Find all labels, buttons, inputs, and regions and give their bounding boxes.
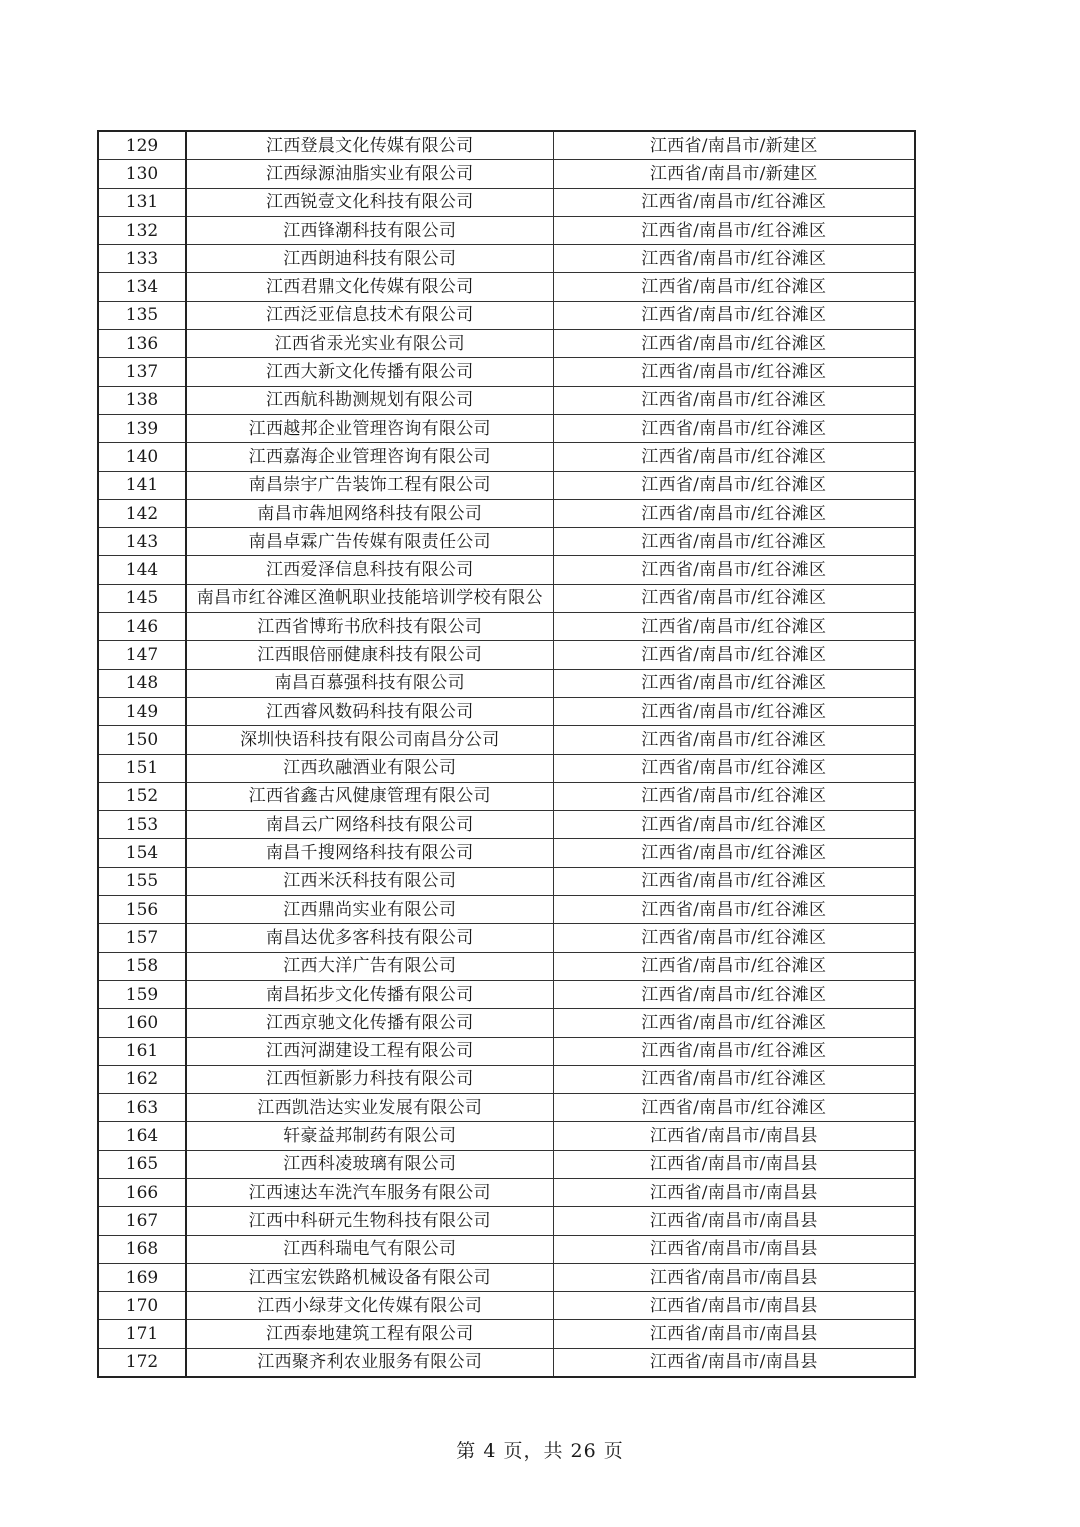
row-number-cell: 148 <box>98 669 186 697</box>
row-number-cell: 131 <box>98 188 186 216</box>
company-name-cell: 江西绿源油脂实业有限公司 <box>186 160 553 188</box>
row-number-cell: 169 <box>98 1263 186 1291</box>
company-table <box>97 130 916 1378</box>
table-row <box>98 811 915 839</box>
table-row <box>98 1094 915 1122</box>
row-number-cell: 153 <box>98 811 186 839</box>
company-name-cell: 江西航科勘测规划有限公司 <box>186 386 553 414</box>
company-name-cell: 江西睿风数码科技有限公司 <box>186 697 553 725</box>
table-row <box>98 782 915 810</box>
row-number-cell: 159 <box>98 980 186 1008</box>
table-row <box>98 556 915 584</box>
company-name-cell: 南昌达优多客科技有限公司 <box>186 924 553 952</box>
company-name-cell: 江西恒新影力科技有限公司 <box>186 1065 553 1093</box>
row-number-cell: 146 <box>98 613 186 641</box>
row-number-cell: 150 <box>98 726 186 754</box>
region-cell: 江西省/南昌市/红谷滩区 <box>553 1037 915 1065</box>
table-row <box>98 1292 915 1320</box>
row-number-cell: 129 <box>98 131 186 160</box>
row-number-cell: 161 <box>98 1037 186 1065</box>
row-number-cell: 136 <box>98 330 186 358</box>
region-cell: 江西省/南昌市/红谷滩区 <box>553 188 915 216</box>
row-number-cell: 140 <box>98 443 186 471</box>
region-cell: 江西省/南昌市/南昌县 <box>553 1320 915 1348</box>
row-number-cell: 162 <box>98 1065 186 1093</box>
table-row <box>98 924 915 952</box>
company-name-cell: 江西京驰文化传播有限公司 <box>186 1009 553 1037</box>
row-number-cell: 135 <box>98 301 186 329</box>
region-cell: 江西省/南昌市/红谷滩区 <box>553 952 915 980</box>
company-name-cell: 江西省汞光实业有限公司 <box>186 330 553 358</box>
company-name-cell: 深圳快语科技有限公司南昌分公司 <box>186 726 553 754</box>
row-number-cell: 167 <box>98 1207 186 1235</box>
company-name-cell: 南昌百慕强科技有限公司 <box>186 669 553 697</box>
company-name-cell: 江西大洋广告有限公司 <box>186 952 553 980</box>
row-number-cell: 147 <box>98 641 186 669</box>
table-row <box>98 669 915 697</box>
table-row <box>98 1348 915 1377</box>
table-row <box>98 1065 915 1093</box>
table-row <box>98 1122 915 1150</box>
table-row <box>98 160 915 188</box>
table-row <box>98 216 915 244</box>
row-number-cell: 137 <box>98 358 186 386</box>
table-row <box>98 301 915 329</box>
table-row <box>98 867 915 895</box>
company-table-body <box>98 131 915 1377</box>
company-name-cell: 江西君鼎文化传媒有限公司 <box>186 273 553 301</box>
region-cell: 江西省/南昌市/红谷滩区 <box>553 726 915 754</box>
company-name-cell: 江西玖融酒业有限公司 <box>186 754 553 782</box>
region-cell: 江西省/南昌市/红谷滩区 <box>553 358 915 386</box>
company-name-cell: 江西宝宏铁路机械设备有限公司 <box>186 1263 553 1291</box>
region-cell: 江西省/南昌市/红谷滩区 <box>553 301 915 329</box>
company-name-cell: 江西小绿芽文化传媒有限公司 <box>186 1292 553 1320</box>
region-cell: 江西省/南昌市/红谷滩区 <box>553 471 915 499</box>
company-name-cell: 南昌市红谷滩区渔帆职业技能培训学校有限公 <box>186 584 553 612</box>
company-name-cell: 江西科凌玻璃有限公司 <box>186 1150 553 1178</box>
row-number-cell: 144 <box>98 556 186 584</box>
region-cell: 江西省/南昌市/红谷滩区 <box>553 1065 915 1093</box>
table-row <box>98 330 915 358</box>
row-number-cell: 134 <box>98 273 186 301</box>
region-cell: 江西省/南昌市/红谷滩区 <box>553 613 915 641</box>
row-number-cell: 155 <box>98 867 186 895</box>
company-name-cell: 南昌千搜网络科技有限公司 <box>186 839 553 867</box>
company-name-cell: 江西凯浩达实业发展有限公司 <box>186 1094 553 1122</box>
region-cell: 江西省/南昌市/红谷滩区 <box>553 839 915 867</box>
region-cell: 江西省/南昌市/红谷滩区 <box>553 443 915 471</box>
region-cell: 江西省/南昌市/南昌县 <box>553 1292 915 1320</box>
row-number-cell: 164 <box>98 1122 186 1150</box>
table-row <box>98 131 915 160</box>
row-number-cell: 145 <box>98 584 186 612</box>
table-row <box>98 1235 915 1263</box>
row-number-cell: 165 <box>98 1150 186 1178</box>
region-cell: 江西省/南昌市/红谷滩区 <box>553 867 915 895</box>
region-cell: 江西省/南昌市/红谷滩区 <box>553 980 915 1008</box>
region-cell: 江西省/南昌市/新建区 <box>553 160 915 188</box>
page-number-footer: 第 4 页，共 26 页 <box>456 1440 624 1462</box>
row-number-cell: 160 <box>98 1009 186 1037</box>
row-number-cell: 163 <box>98 1094 186 1122</box>
company-name-cell: 江西省博珩书欣科技有限公司 <box>186 613 553 641</box>
table-row <box>98 613 915 641</box>
row-number-cell: 154 <box>98 839 186 867</box>
region-cell: 江西省/南昌市/红谷滩区 <box>553 584 915 612</box>
table-row <box>98 1150 915 1178</box>
company-name-cell: 江西鼎尚实业有限公司 <box>186 896 553 924</box>
company-name-cell: 江西中科研元生物科技有限公司 <box>186 1207 553 1235</box>
table-row <box>98 1009 915 1037</box>
region-cell: 江西省/南昌市/南昌县 <box>553 1207 915 1235</box>
table-row <box>98 273 915 301</box>
table-row <box>98 1178 915 1206</box>
row-number-cell: 142 <box>98 499 186 527</box>
region-cell: 江西省/南昌市/红谷滩区 <box>553 273 915 301</box>
company-name-cell: 江西大新文化传播有限公司 <box>186 358 553 386</box>
row-number-cell: 151 <box>98 754 186 782</box>
region-cell: 江西省/南昌市/南昌县 <box>553 1178 915 1206</box>
row-number-cell: 171 <box>98 1320 186 1348</box>
region-cell: 江西省/南昌市/红谷滩区 <box>553 669 915 697</box>
row-number-cell: 138 <box>98 386 186 414</box>
region-cell: 江西省/南昌市/红谷滩区 <box>553 697 915 725</box>
company-name-cell: 江西朗迪科技有限公司 <box>186 245 553 273</box>
table-row <box>98 1263 915 1291</box>
row-number-cell: 132 <box>98 216 186 244</box>
table-row <box>98 1037 915 1065</box>
table-row <box>98 697 915 725</box>
table-row <box>98 584 915 612</box>
row-number-cell: 158 <box>98 952 186 980</box>
table-row <box>98 358 915 386</box>
row-number-cell: 141 <box>98 471 186 499</box>
row-number-cell: 139 <box>98 414 186 442</box>
region-cell: 江西省/南昌市/红谷滩区 <box>553 499 915 527</box>
row-number-cell: 156 <box>98 896 186 924</box>
region-cell: 江西省/南昌市/红谷滩区 <box>553 556 915 584</box>
table-row <box>98 641 915 669</box>
company-name-cell: 南昌拓步文化传播有限公司 <box>186 980 553 1008</box>
company-name-cell: 江西速达车洗汽车服务有限公司 <box>186 1178 553 1206</box>
company-name-cell: 江西锐壹文化科技有限公司 <box>186 188 553 216</box>
region-cell: 江西省/南昌市/红谷滩区 <box>553 414 915 442</box>
company-name-cell: 江西越邦企业管理咨询有限公司 <box>186 414 553 442</box>
row-number-cell: 130 <box>98 160 186 188</box>
company-name-cell: 江西锋潮科技有限公司 <box>186 216 553 244</box>
table-row <box>98 980 915 1008</box>
table-row <box>98 499 915 527</box>
table-row <box>98 386 915 414</box>
table-row <box>98 726 915 754</box>
row-number-cell: 133 <box>98 245 186 273</box>
company-name-cell: 江西米沃科技有限公司 <box>186 867 553 895</box>
region-cell: 江西省/南昌市/南昌县 <box>553 1150 915 1178</box>
company-name-cell: 江西科瑞电气有限公司 <box>186 1235 553 1263</box>
region-cell: 江西省/南昌市/红谷滩区 <box>553 386 915 414</box>
company-name-cell: 江西聚齐利农业服务有限公司 <box>186 1348 553 1377</box>
region-cell: 江西省/南昌市/红谷滩区 <box>553 782 915 810</box>
region-cell: 江西省/南昌市/红谷滩区 <box>553 896 915 924</box>
company-name-cell: 南昌卓霖广告传媒有限责任公司 <box>186 528 553 556</box>
row-number-cell: 149 <box>98 697 186 725</box>
table-row <box>98 414 915 442</box>
region-cell: 江西省/南昌市/红谷滩区 <box>553 1009 915 1037</box>
company-name-cell: 江西省鑫古风健康管理有限公司 <box>186 782 553 810</box>
company-name-cell: 南昌市犇旭网络科技有限公司 <box>186 499 553 527</box>
region-cell: 江西省/南昌市/红谷滩区 <box>553 330 915 358</box>
region-cell: 江西省/南昌市/红谷滩区 <box>553 754 915 782</box>
table-row <box>98 245 915 273</box>
region-cell: 江西省/南昌市/新建区 <box>553 131 915 160</box>
row-number-cell: 143 <box>98 528 186 556</box>
row-number-cell: 172 <box>98 1348 186 1377</box>
company-name-cell: 南昌云广网络科技有限公司 <box>186 811 553 839</box>
row-number-cell: 166 <box>98 1178 186 1206</box>
table-row <box>98 1320 915 1348</box>
table-row <box>98 471 915 499</box>
region-cell: 江西省/南昌市/南昌县 <box>553 1122 915 1150</box>
table-row <box>98 754 915 782</box>
row-number-cell: 152 <box>98 782 186 810</box>
region-cell: 江西省/南昌市/红谷滩区 <box>553 924 915 952</box>
region-cell: 江西省/南昌市/红谷滩区 <box>553 216 915 244</box>
row-number-cell: 157 <box>98 924 186 952</box>
company-name-cell: 江西泰地建筑工程有限公司 <box>186 1320 553 1348</box>
region-cell: 江西省/南昌市/红谷滩区 <box>553 641 915 669</box>
region-cell: 江西省/南昌市/南昌县 <box>553 1235 915 1263</box>
table-row <box>98 896 915 924</box>
table-row <box>98 188 915 216</box>
region-cell: 江西省/南昌市/红谷滩区 <box>553 811 915 839</box>
company-name-cell: 江西眼倍丽健康科技有限公司 <box>186 641 553 669</box>
region-cell: 江西省/南昌市/红谷滩区 <box>553 245 915 273</box>
company-name-cell: 江西嘉海企业管理咨询有限公司 <box>186 443 553 471</box>
region-cell: 江西省/南昌市/红谷滩区 <box>553 1094 915 1122</box>
row-number-cell: 168 <box>98 1235 186 1263</box>
row-number-cell: 170 <box>98 1292 186 1320</box>
company-name-cell: 江西河湖建设工程有限公司 <box>186 1037 553 1065</box>
region-cell: 江西省/南昌市/南昌县 <box>553 1348 915 1377</box>
table-row <box>98 952 915 980</box>
company-name-cell: 江西登晨文化传媒有限公司 <box>186 131 553 160</box>
company-name-cell: 江西泛亚信息技术有限公司 <box>186 301 553 329</box>
table-row <box>98 839 915 867</box>
table-row <box>98 443 915 471</box>
company-name-cell: 轩豪益邦制药有限公司 <box>186 1122 553 1150</box>
table-row <box>98 1207 915 1235</box>
company-name-cell: 南昌崇宇广告装饰工程有限公司 <box>186 471 553 499</box>
region-cell: 江西省/南昌市/红谷滩区 <box>553 528 915 556</box>
region-cell: 江西省/南昌市/南昌县 <box>553 1263 915 1291</box>
table-row <box>98 528 915 556</box>
company-name-cell: 江西爱泽信息科技有限公司 <box>186 556 553 584</box>
